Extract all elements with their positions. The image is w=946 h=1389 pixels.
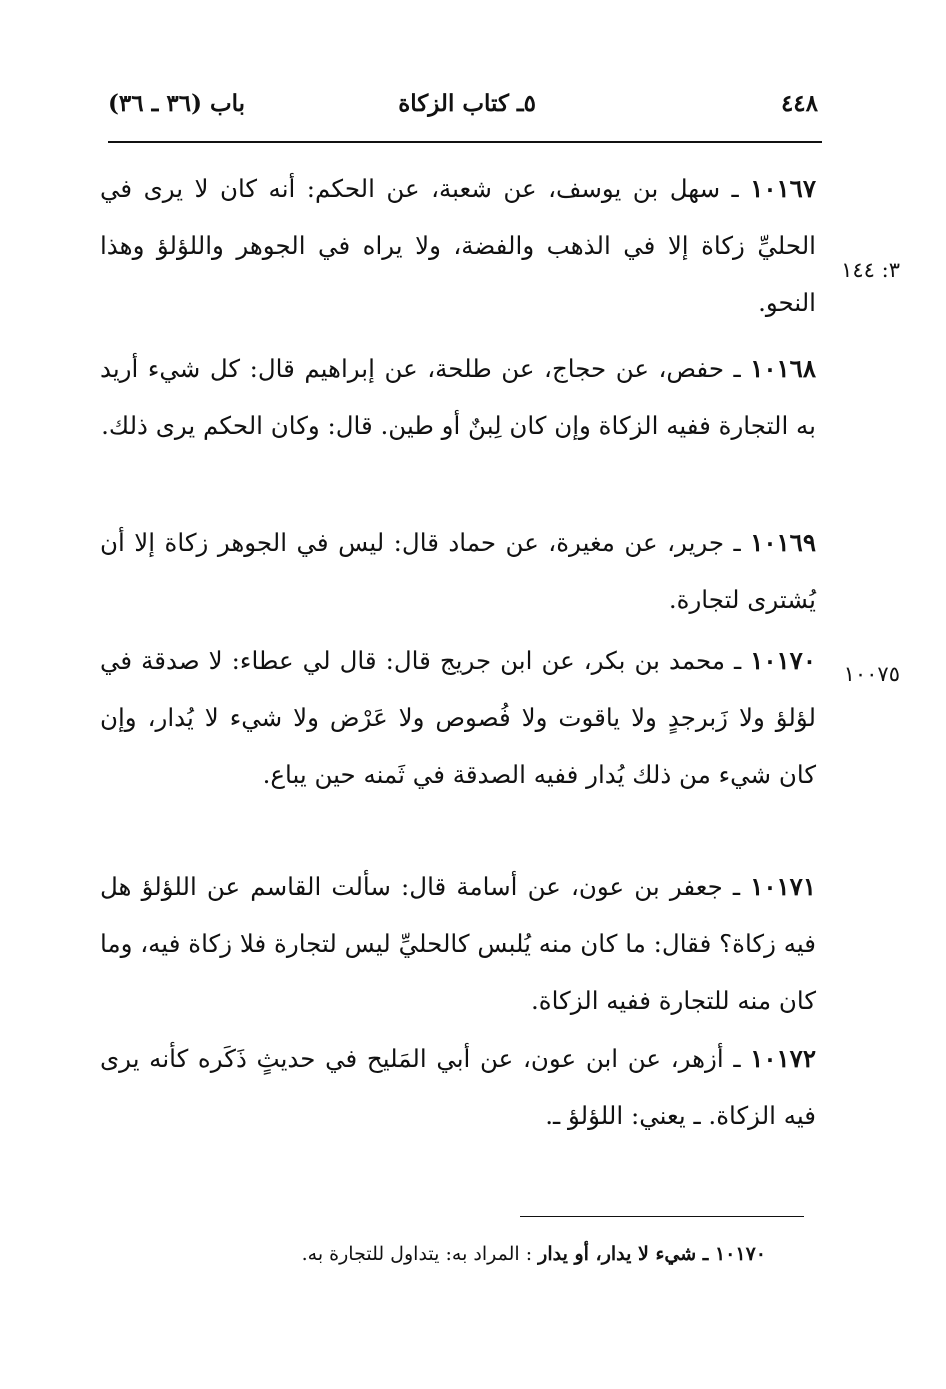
footnote: [200, 1236, 766, 1272]
hadith-text: ـ حفص، عن حجاج، عن طلحة، عن إبراهيم قال: كل شيء أريد به التجارة ففيه الزكاة وإن كان لِبنٌ أو طين. قال: وكان الحكم يرى ذلك.: [100, 354, 816, 440]
hadith-entry-10171: [100, 858, 816, 1029]
page-number: ٤٤٨: [780, 90, 818, 117]
hadith-number: ١٠١٧٠: [750, 646, 816, 675]
footnote-lead: ١٠١٧٠ ـ شيء لا يدار، أو يدار: [538, 1243, 766, 1265]
hadith-text: ـ سهل بن يوسف، عن شعبة، عن الحكم: أنه كان لا يرى في الحليِّ زكاة إلا في الذهب والفضة، ولا يراه في الجوهر واللؤلؤ وهذا النحو.: [100, 174, 816, 317]
book-title: ٥ـ كتاب الزكاة: [398, 90, 536, 117]
hadith-entry-10172: [100, 1030, 816, 1144]
hadith-number: ١٠١٦٨: [750, 354, 816, 383]
hadith-text: ـ جرير، عن مغيرة، عن حماد قال: ليس في الجوهر زكاة إلا أن يُشترى لتجارة.: [100, 528, 816, 614]
hadith-text: ـ محمد بن بكر، عن ابن جريج قال: قال لي عطاء: لا صدقة في لؤلؤ ولا زَبرجدٍ ولا ياقوت ولا فُصوص ولا عَرْض ولا شيء لا يُدار، وإن كان شيء من ذلك يُدار ففيه الصدقة في ثَمنه حين يباع.: [100, 646, 816, 789]
margin-reference-1: ٣: ١٤٤: [841, 258, 900, 282]
footnote-text: : المراد به: يتداول للتجارة به.: [301, 1243, 539, 1265]
chapter-label: باب (٣٦ ـ ٣٦): [108, 90, 246, 117]
hadith-number: ١٠١٦٩: [750, 528, 816, 557]
header-divider: [108, 141, 822, 143]
hadith-number: ١٠١٧١: [750, 872, 816, 901]
hadith-number: ١٠١٧٢: [750, 1044, 816, 1073]
hadith-entry-10168: [100, 340, 816, 454]
hadith-entry-10170: [100, 632, 816, 803]
hadith-entry-10167: [100, 160, 816, 331]
margin-reference-2: ١٠٠٧٥: [843, 662, 900, 686]
hadith-entry-10169: [100, 514, 816, 628]
hadith-number: ١٠١٦٧: [750, 174, 816, 203]
running-header: [108, 82, 822, 138]
hadith-text: ـ أزهر، عن ابن عون، عن أبي المَليح في حديثٍ ذَكَره كأنه يرى فيه الزكاة. ـ يعني: اللؤلؤ ـ.: [100, 1044, 816, 1130]
hadith-text: ـ جعفر بن عون، عن أسامة قال: سألت القاسم عن اللؤلؤ هل فيه زكاة؟ فقال: ما كان منه يُلبس كالحليِّ ليس لتجارة فلا زكاة فيه، وما كان منه للتجارة ففيه الزكاة.: [100, 872, 816, 1015]
footnote-divider: [520, 1216, 804, 1217]
